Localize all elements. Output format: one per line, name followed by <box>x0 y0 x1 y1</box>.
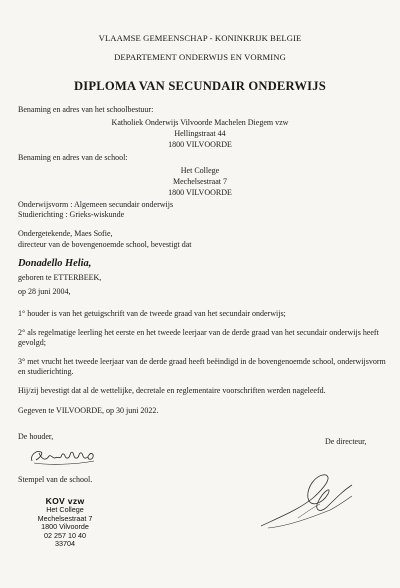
stamp-school: Het College <box>46 505 84 515</box>
school-name: Het College <box>180 166 220 175</box>
stamp-city: 1800 Vilvoorde <box>41 522 89 532</box>
header-community: VLAAMSE GEMEENSCHAP - KONINKRIJK BELGIE <box>98 33 302 43</box>
undersigned-name: Ondergetekende, Maes Sofie, <box>18 229 113 238</box>
school-stamp <box>20 496 110 549</box>
school-street: Mechelsestraat 7 <box>173 177 227 186</box>
stamp-label: Stempel van de school. <box>18 475 93 484</box>
header-department: DEPARTEMENT ONDERWIJS EN VORMING <box>114 52 286 62</box>
stamp-org: KOV vzw <box>45 496 85 506</box>
stamp-street: Mechelsestraat 7 <box>37 513 93 523</box>
confirmation-text: Hij/zij bevestigt dat al de wettelijke, decretale en reglementaire voorschriften werden nageleefd. <box>18 386 326 395</box>
education-direction: Studierichting : Grieks-wiskunde <box>18 210 125 219</box>
board-street: Hellingstraat 44 <box>174 129 226 138</box>
board-name: Katholiek Onderwijs Vilvoorde Machelen Diegem vzw <box>111 118 289 127</box>
holder-signature <box>28 447 100 467</box>
school-city: 1800 VILVOORDE <box>168 188 232 197</box>
school-label: Benaming en adres van de school: <box>18 153 128 162</box>
student-birthdate: op 28 juni 2004, <box>18 287 71 296</box>
student-birthplace: geboren te ETTERBEEK, <box>18 273 102 282</box>
condition-1: 1° houder is van het getuigschrift van de tweede graad van het secundair onderwijs; <box>18 309 286 318</box>
student-name: Donadello Helia, <box>18 258 92 269</box>
condition-2: 2° als regelmatige leerling het eerste en het tweede leerjaar van de derde graad van het secundair onderwijs heeft gevolgd; <box>18 328 379 347</box>
condition-3: 3° met vrucht het tweede leerjaar van de derde graad heeft beëindigd in de bovengenoemde school, onderwijsvorm en studierichting. <box>18 357 386 376</box>
director-label: De directeur, <box>325 437 367 446</box>
page-title: DIPLOMA VAN SECUNDAIR ONDERWIJS <box>74 79 326 93</box>
stamp-phone: 02 257 10 40 <box>44 530 86 540</box>
board-label: Benaming en adres van het schoolbestuur: <box>18 105 154 114</box>
board-city: 1800 VILVOORDE <box>168 140 232 149</box>
education-form: Onderwijsvorm : Algemeen secundair onderwijs <box>18 200 174 209</box>
director-signature <box>258 468 358 536</box>
given-date: Gegeven te VILVOORDE, op 30 juni 2022. <box>18 406 159 415</box>
holder-label: De houder, <box>18 432 54 441</box>
stamp-number: 33704 <box>55 539 75 549</box>
undersigned-role: directeur van de bovengenoemde school, bevestigt dat <box>18 240 192 249</box>
